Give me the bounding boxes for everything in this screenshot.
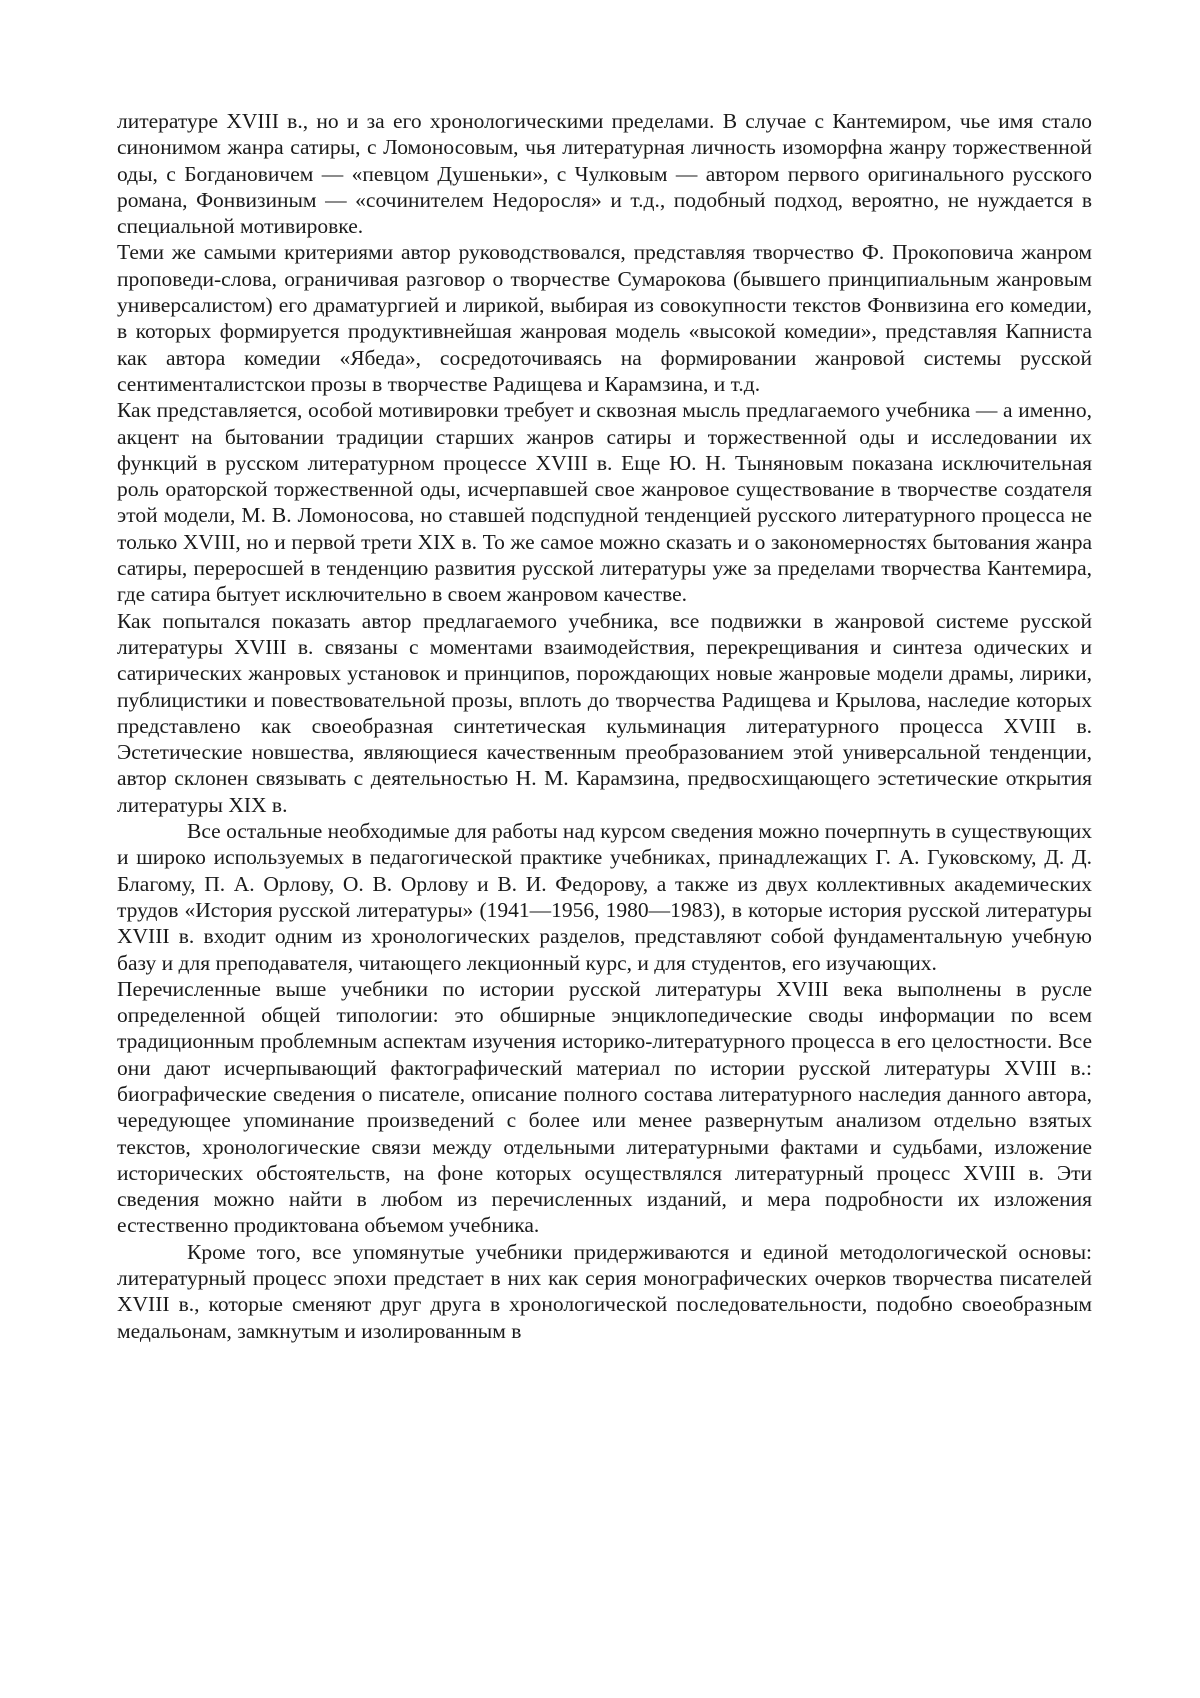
paragraph-1: литературе XVIII в., но и за его хронологическими пределами. В случае с Кантемиром, чье имя стало синонимом жанра сатиры, с Ломоносовым, чья литературная личность изоморфна жанру торжественной оды, с Богдановичем — «певцом Душеньки», с Чулковым — автором первого оригинального русского романа, Фонвизиным — «сочинителем Недоросля» и т.д., подобный подход, вероятно, не нуждается в специальной мотивировке.: [117, 109, 1092, 239]
paragraph-3: Как представляется, особой мотивировки требует и сквозная мысль предлагаемого учебника — а именно, акцент на бытовании традиции старших жанров сатиры и торжественной оды и исследовании их функций в русском литературном процессе XVIII в. Еще Ю. Н. Тыняновым показана исключительная роль ораторской торжественной оды, исчерпавшей свое жанровое существование в творчестве создателя этой модели, М. В. Ломоносова, но ставшей подспудной тенденцией русского литературного процесса не только XVIII, но и первой трети XIX в. То же самое можно сказать и о закономерностях бытования жанра сатиры, переросшей в тенденцию развития русской литературы уже за пределами творчества Кантемира, где сатира бытует исключительно в своем жанровом качестве.: [117, 398, 1092, 607]
paragraph-4: Как попытался показать автор предлагаемого учебника, все подвижки в жанровой системе русской литературы XVIII в. связаны с моментами взаимодействия, перекрещивания и синтеза одических и сатирических жанровых установок и принципов, порождающих новые жанровые модели драмы, лирики, публицистики и повествовательной прозы, вплоть до творчества Радищева и Крылова, наследие которых представлено как своеобразная синтетическая кульминация литературного процесса XVIII в. Эстетические новшества, являющиеся качественным преобразованием этой универсальной тенденции, автор склонен связывать с деятельностью Н. М. Карамзина, предвосхищающего эстетические открытия литературы XIX в.: [117, 608, 1092, 817]
document-page: [117, 108, 1092, 1344]
paragraph-2: Теми же самыми критериями автор руководствовался, представляя творчество Ф. Прокоповича жанром проповеди-слова, ограничивая разговор о творчестве Сумарокова (бывшего принципиальным жанровым универсалистом) его драматургией и лирикой, выбирая из совокупности текстов Фонвизина его комедии, в которых формируется продуктивнейшая жанровая модель «высокой комедии», представляя Капниста как автора комедии «Ябеда», сосредоточиваясь на формировании жанровой системы русской сентименталистскои прозы в творчестве Радищева и Карамзина, и т.д.: [117, 240, 1092, 396]
paragraph-5: Все остальные необходимые для работы над курсом сведения можно почерпнуть в существующих и широко используемых в педагогической практике учебниках, принадлежащих Г. А. Гуковскому, Д. Д. Благому, П. А. Орлову, О. В. Орлову и В. И. Федорову, а также из двух коллективных академических трудов «История русской литературы» (1941—1956, 1980—1983), в которые история русской литературы XVIII в. входит одним из хронологических разделов, представляют собой фундаментальную учебную базу и для преподавателя, читающего лекционный курс, и для студентов, его изучающих.: [117, 819, 1092, 975]
paragraph-7: Кроме того, все упомянутые учебники придерживаются и единой методологической основы: литературный процесс эпохи предстает в них как серия монографических очерков творчества писателей XVIII в., которые сменяют друг друга в хронологической последовательности, подобно своеобразным медальонам, замкнутым и изолированным в: [117, 1239, 1092, 1343]
paragraph-6: Перечисленные выше учебники по истории русской литературы XVIII века выполнены в русле определенной общей типологии: это обширные энциклопедические своды информации по всем традиционным проблемным аспектам изучения историко-литературного процесса в его целостности. Все они дают исчерпывающий фактографический материал по истории русской литературы XVIII в.: биографические сведения о писателе, описание полного состава литературного наследия данного автора, чередующее упоминание произведений с более или менее развернутым анализом отдельно взятых текстов, хронологические связи между отдельными литературными фактами и судьбами, изложение исторических обстоятельств, на фоне которых осуществлялся литературный процесс XVIII в. Эти сведения можно найти в любом из перечисленных изданий, и мера подробности их изложения естественно продиктована объемом учебника.: [117, 976, 1092, 1238]
